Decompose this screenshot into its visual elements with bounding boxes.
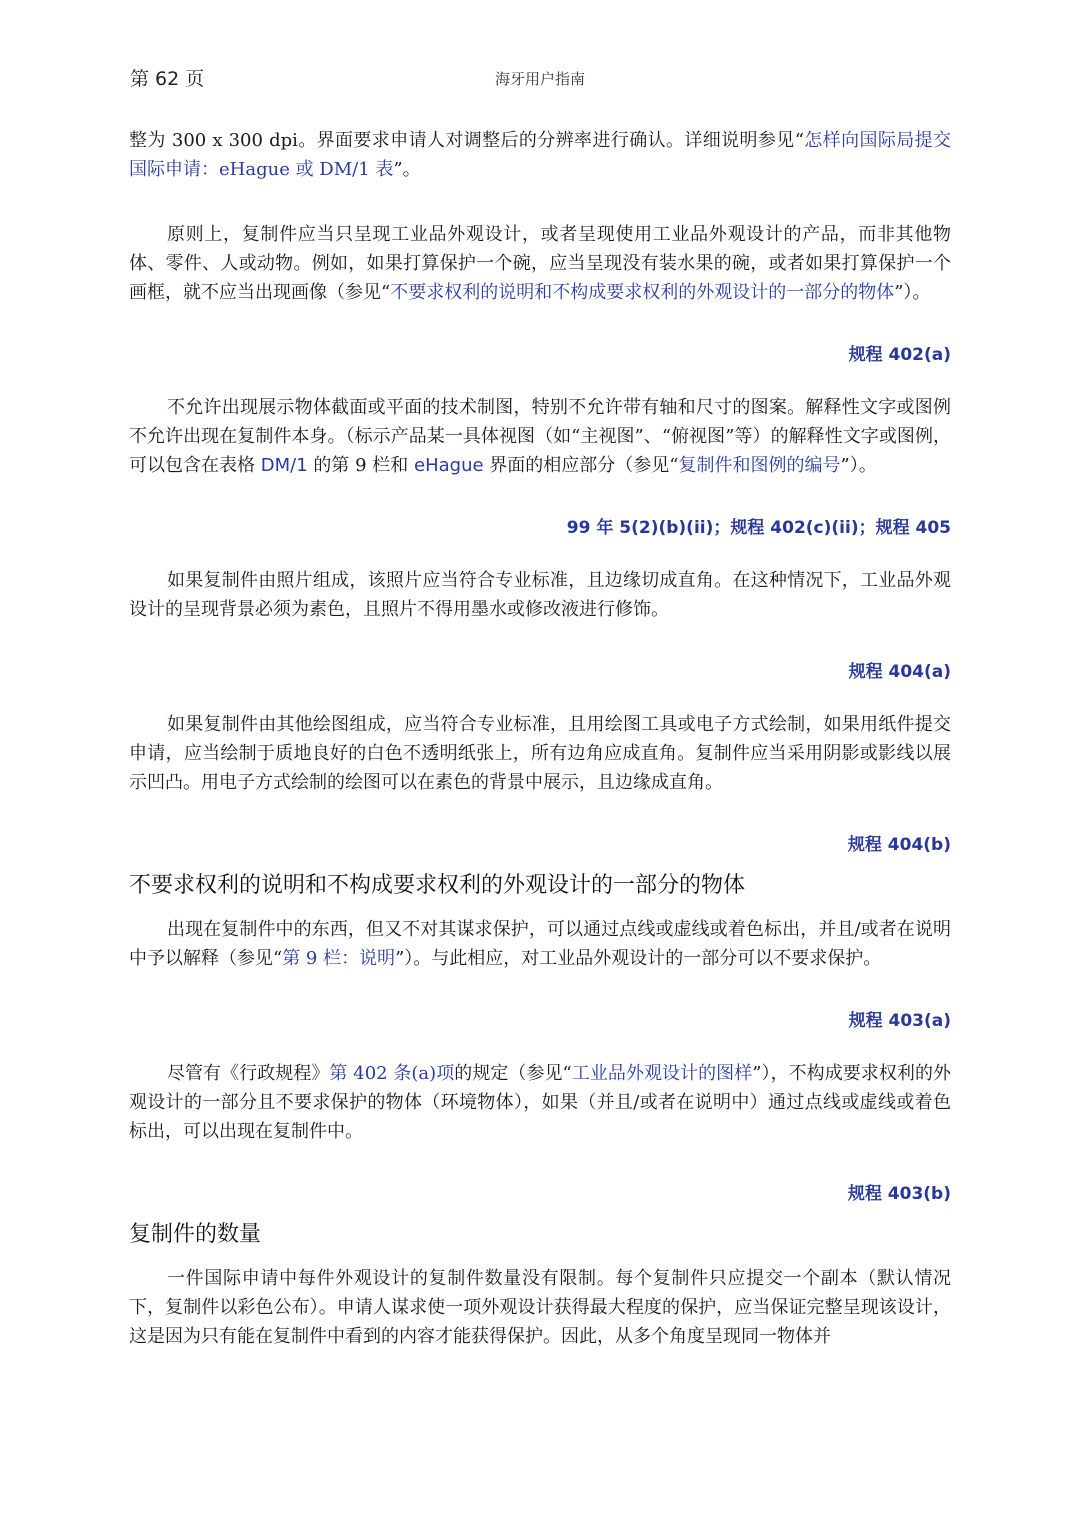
paragraph-technical-drawings (129, 393, 951, 480)
form-dm1-ref: DM/1 (260, 455, 308, 476)
paragraph-text: ”）。 (894, 282, 931, 303)
paragraph-text: 出现在复制件中的东西，但又不对其谋求保护，可以通过点线或虚线或着色标出，并且/或者在说明中予以解释（参见“ (129, 919, 951, 969)
paragraph-text: 整为 300 x 300 dpi。界面要求申请人对调整后的分辨率进行确认。详细说明参见“ (129, 130, 804, 151)
link-reproductions[interactable]: 工业品外观设计的图样 (571, 1063, 753, 1084)
rule-reference-403b: 规程 403(b) (847, 1184, 951, 1204)
rule-reference-404a: 规程 404(a) (848, 662, 951, 682)
link-section-402a[interactable]: 第 402 条(a)项 (329, 1063, 455, 1084)
rule-reference-403a: 规程 403(a) (848, 1011, 951, 1031)
paragraph-text: 的第 9 栏和 (307, 455, 414, 476)
paragraph-text: 的规定（参见“ (454, 1063, 572, 1084)
paragraph-not-claimed (129, 915, 951, 973)
link-item-9[interactable]: 第 9 栏：说明 (282, 948, 396, 969)
paragraph-resolution (129, 126, 951, 184)
paragraph-number-of-reproductions: 一件国际申请中每件外观设计的复制件数量没有限制。每个复制件只应提交一个副本（默认情况下，复制件以彩色公布）。申请人谋求使一项外观设计获得最大程度的保护，应当保证完整呈现该设计，这是因为只有能在复制件中看到的内容才能获得保护。因此，从多个角度呈现同一物体并 (129, 1268, 951, 1347)
page-header (130, 64, 950, 94)
paragraph-text: 原则上，复制件应当只呈现工业品外观设计，或者呈现使用工业品外观设计的产品，而非其他物体、零件、人或动物。例如，如果打算保护一个碗，应当呈现没有装水果的碗，或者如果打算保护一个画框，就不应当出现画像（参见“ (129, 224, 951, 303)
rule-reference-402a: 规程 402(a) (848, 345, 951, 365)
paragraph-text: 尽管有《行政规程》 (167, 1063, 330, 1084)
paragraph-text: ”）。 (840, 455, 877, 476)
link-how-to-file[interactable]: 怎样向国际局提交国际申请：eHague 或 DM/1 表 (129, 130, 951, 180)
paragraph-text: 不允许出现展示物体截面或平面的技术制图，特别不允许带有轴和尺寸的图案。解释性文字或图例不允许出现在复制件本身。（标示产品某一具体视图（如“主视图”、“俯视图”等）的解释性文字或图例，可以包含在表格 (129, 397, 951, 476)
paragraph-text: ”）。与此相应，对工业品外观设计的一部分可以不要求保护。 (395, 948, 882, 969)
page-number: 第 62 页 (130, 68, 205, 90)
paragraph-text: ”。 (393, 159, 421, 180)
running-title: 海牙用户指南 (494, 70, 585, 88)
section-heading-number: 复制件的数量 (129, 1222, 262, 1247)
rule-reference-404b: 规程 404(b) (847, 835, 951, 855)
paragraph-photographs: 如果复制件由照片组成，该照片应当符合专业标准，且边缘切成直角。在这种情况下，工业品外观设计的呈现背景必须为素色，且照片不得用墨水或修改液进行修饰。 (129, 570, 951, 620)
paragraph-principle (129, 220, 951, 307)
paragraph-text: 界面的相应部分（参见“ (483, 455, 679, 476)
ehague-ref: eHague (414, 455, 484, 476)
link-disclaimer[interactable]: 不要求权利的说明和不构成要求权利的外观设计的一部分的物体 (390, 282, 895, 303)
section-heading-disclaimer: 不要求权利的说明和不构成要求权利的外观设计的一部分的物体 (129, 873, 746, 898)
link-numbering[interactable]: 复制件和图例的编号 (678, 455, 841, 476)
rule-reference-405: 99 年 5(2)(b)(ii)；规程 402(c)(ii)；规程 405 (566, 518, 951, 538)
paragraph-drawings: 如果复制件由其他绘图组成，应当符合专业标准，且用绘图工具或电子方式绘制，如果用纸件提交申请，应当绘制于质地良好的白色不透明纸张上，所有边角应成直角。复制件应当采用阴影或影线以展示凹凸。用电子方式绘制的绘图可以在素色的背景中展示，且边缘成直角。 (129, 714, 951, 793)
paragraph-environment-objects (129, 1059, 951, 1146)
page-body (129, 126, 951, 1351)
paragraph-text: ”），不构成要求权利的外观设计的一部分且不要求保护的物体（环境物体），如果（并且/或者在说明中）通过点线或虚线或着色标出，可以出现在复制件中。 (129, 1063, 951, 1142)
